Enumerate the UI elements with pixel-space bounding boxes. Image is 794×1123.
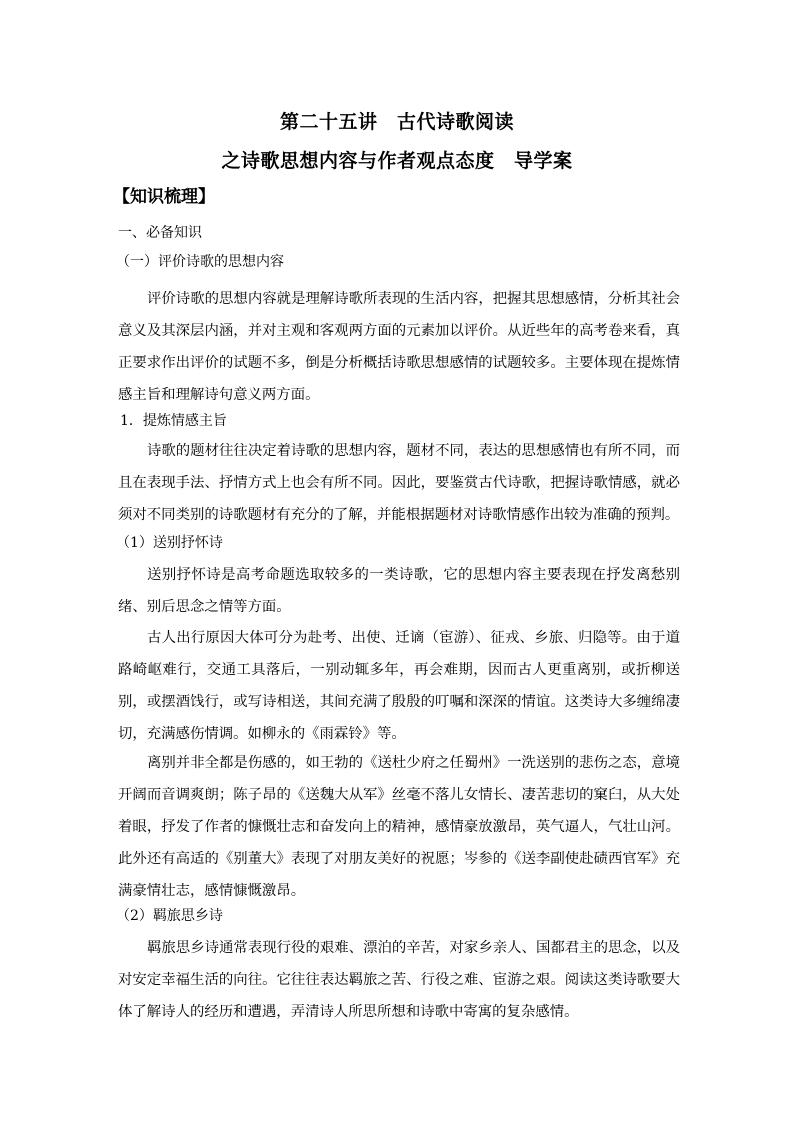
paragraph-farewell-b: 古人出行原因大体可分为赴考、出使、迁谪（宦游）、征戎、乡旅、归隐等。由于道路崎岖难行，交通工具落后，一别动辄多年，再会难期，因而古人更重离别，或折柳送别，或摆酒饯行，或写诗相送，其间充满了殷殷的叮嘱和深深的情谊。这类诗大多缠绵凄切，充满感伤情调。如柳永的《雨霖铃》等。 [118, 630, 680, 742]
point-heading: 1．提炼情感主旨 [120, 413, 227, 429]
paragraph-farewell-c: 离别并非全都是伤感的，如王勃的《送杜少府之任蜀州》一洗送别的悲伤之态，意境开阔而音调爽朗；陈子昂的《送魏大从军》丝毫不落儿女情长、凄苦悲切的窠臼，从大处着眼，抒发了作者的慷慨壮志和奋发向上的精神，感情豪放激昂，英气逼人，气壮山河。此外还有高适的《别董大》表现了对朋友美好的祝愿；岑参的《送李副使赴碛西官军》充满豪情壮志，感情慷慨激昂。 [118, 755, 680, 899]
section-heading: 【知识梳理】 [113, 187, 215, 207]
paragraph-point1: 诗歌的题材往往决定着诗歌的思想内容，题材不同，表达的思想感情也有所不同，而且在表现手法、抒情方式上也会有所不同。因此，要鉴赏古代诗歌，把握诗歌情感，就必须对不同类别的诗歌题材有充分的了解，并能根据题材对诗歌情感作出较为准确的预判。 [118, 443, 680, 523]
paragraph-intro: 评价诗歌的思想内容就是理解诗歌所表现的生活内容，把握其思想感情，分析其社会意义及其深层内涵，并对主观和客观两方面的元素加以评价。从近些年的高考卷来看，真正要求作出评价的试题不多，倒是分析概括诗歌思想感情的试题较多。主要体现在提炼情感主旨和理解诗句意义两方面。 [118, 291, 680, 403]
paragraph-farewell-a: 送别抒怀诗是高考命题选取较多的一类诗歌，它的思想内容主要表现在抒发离愁别绪、别后思念之情等方面。 [118, 567, 680, 615]
type-heading-farewell: （1）送别抒怀诗 [116, 535, 223, 551]
document-title: 第二十五讲 古代诗歌阅读 [279, 111, 514, 133]
paragraph-homesick: 羁旅思乡诗通常表现行役的艰难、漂泊的辛苦，对家乡亲人、国都君主的思念，以及对安定幸福生活的向往。它往往表达羁旅之苦、行役之难、宦游之艰。阅读这类诗歌要大体了解诗人的经历和遭遇，弄清诗人所思所想和诗歌中寄寓的复杂感情。 [118, 940, 680, 1020]
document-subtitle: 之诗歌思想内容与作者观点态度 导学案 [221, 150, 573, 172]
type-heading-homesick: （2）羁旅思乡诗 [116, 908, 223, 924]
part-heading: 一、必备知识 [118, 225, 202, 241]
subsection-heading: （一）评价诗歌的思想内容 [116, 254, 284, 270]
